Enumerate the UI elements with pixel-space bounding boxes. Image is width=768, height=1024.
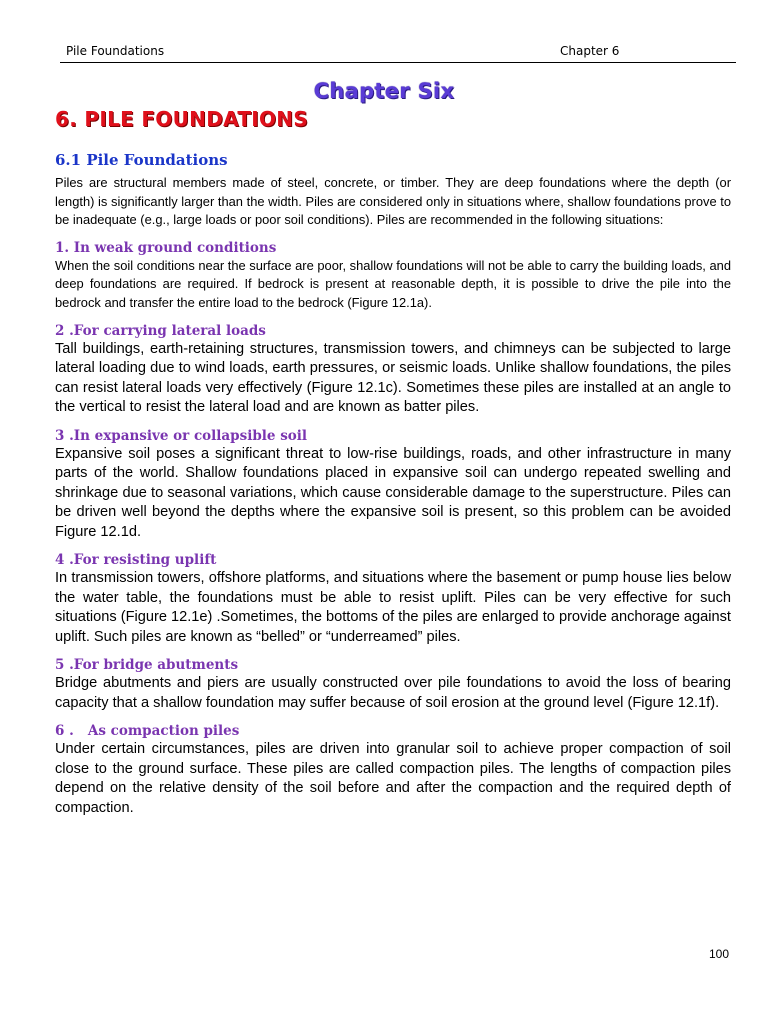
section-block xyxy=(55,150,731,230)
main-title: 6. PILE FOUNDATIONS xyxy=(55,107,309,131)
header-divider xyxy=(60,62,736,63)
item-heading-6: 6 . As compaction piles xyxy=(55,723,240,740)
item-block-5 xyxy=(55,656,731,713)
page-header xyxy=(66,43,736,61)
document-body xyxy=(55,150,731,827)
item-block-3 xyxy=(55,427,731,543)
header-title: Pile Foundations xyxy=(66,44,165,58)
item-block-4 xyxy=(55,551,731,647)
header-chapter: Chapter 6 xyxy=(560,44,620,58)
item-text-4: In transmission towers, offshore platforms, and situations where the basement or pump house lies below the water table, the foundations must be able to resist uplift. Piles can be very effective for such situations (Figure 12.1e) .Sometimes, the bottoms of the piles are enlarged to provide anchorage against uplift. Such piles are known as “belled” or “underreamed” piles. xyxy=(55,570,731,645)
item-heading-1: 1. In weak ground conditions xyxy=(55,239,277,256)
item-block-6 xyxy=(55,722,731,818)
chapter-title: Chapter Six xyxy=(313,79,455,103)
item-heading-4: 4 .For resisting uplift xyxy=(55,552,217,569)
item-text-2: Tall buildings, earth-retaining structures, transmission towers, and chimneys can be subjected to large lateral loading due to wind loads, earth pressures, or seismic loads. Unlike shallow foundations, the piles can resist lateral loads very effectively (Figure 12.1c). Sometimes these piles are installed at an angle to the vertical to resist the lateral load and are known as batter piles. xyxy=(55,340,731,416)
section-heading: 6.1 Pile Foundations xyxy=(55,151,228,169)
item-text-6: Under certain circumstances, piles are driven into granular soil to achieve proper compaction of soil close to the ground surface. These piles are called compaction piles. The lengths of compaction piles depend on the relative density of the soil before and after the compaction and the required depth of compaction. xyxy=(55,741,731,816)
item-text-1: When the soil conditions near the surface are poor, shallow foundations will not be able to carry the building loads, and deep foundations are required. If bedrock is present at reasonable depth, it is possible to drive the pile into the bedrock and transfer the entire load to the bedrock (Figure 12.1a). xyxy=(55,257,731,310)
item-text-3: Expansive soil poses a significant threat to low-rise buildings, roads, and other infrastructure in many parts of the world. Shallow foundations placed in expansive soil can undergo repeated swelling and shrinkage due to seasonal variations, which cause considerable damage to the superstructure. Piles can be driven well beyond the depths where the expansive soil is present, so this problem can be avoided Figure 12.1d. xyxy=(55,445,731,540)
item-heading-2: 2 .For carrying lateral loads xyxy=(55,322,266,339)
item-heading-5: 5 .For bridge abutments xyxy=(55,657,239,674)
item-heading-3: 3 .In expansive or collapsible soil xyxy=(55,427,308,444)
item-block-1 xyxy=(55,239,731,313)
section-intro: Piles are structural members made of steel, concrete, or timber. They are deep foundations where the depth (or length) is significantly larger than the width. Piles are considered only in situations where, shallow foundations prove to be inadequate (e.g., large loads or poor soil conditions). Piles are recommended in the following situations: xyxy=(55,175,731,228)
page-number: 100 xyxy=(709,947,730,961)
item-block-2 xyxy=(55,322,731,418)
item-text-5: Bridge abutments and piers are usually constructed over pile foundations to avoid the loss of bearing capacity that a shallow foundation may suffer because of soil erosion at the ground level (Figure 12.1f). xyxy=(55,675,731,711)
